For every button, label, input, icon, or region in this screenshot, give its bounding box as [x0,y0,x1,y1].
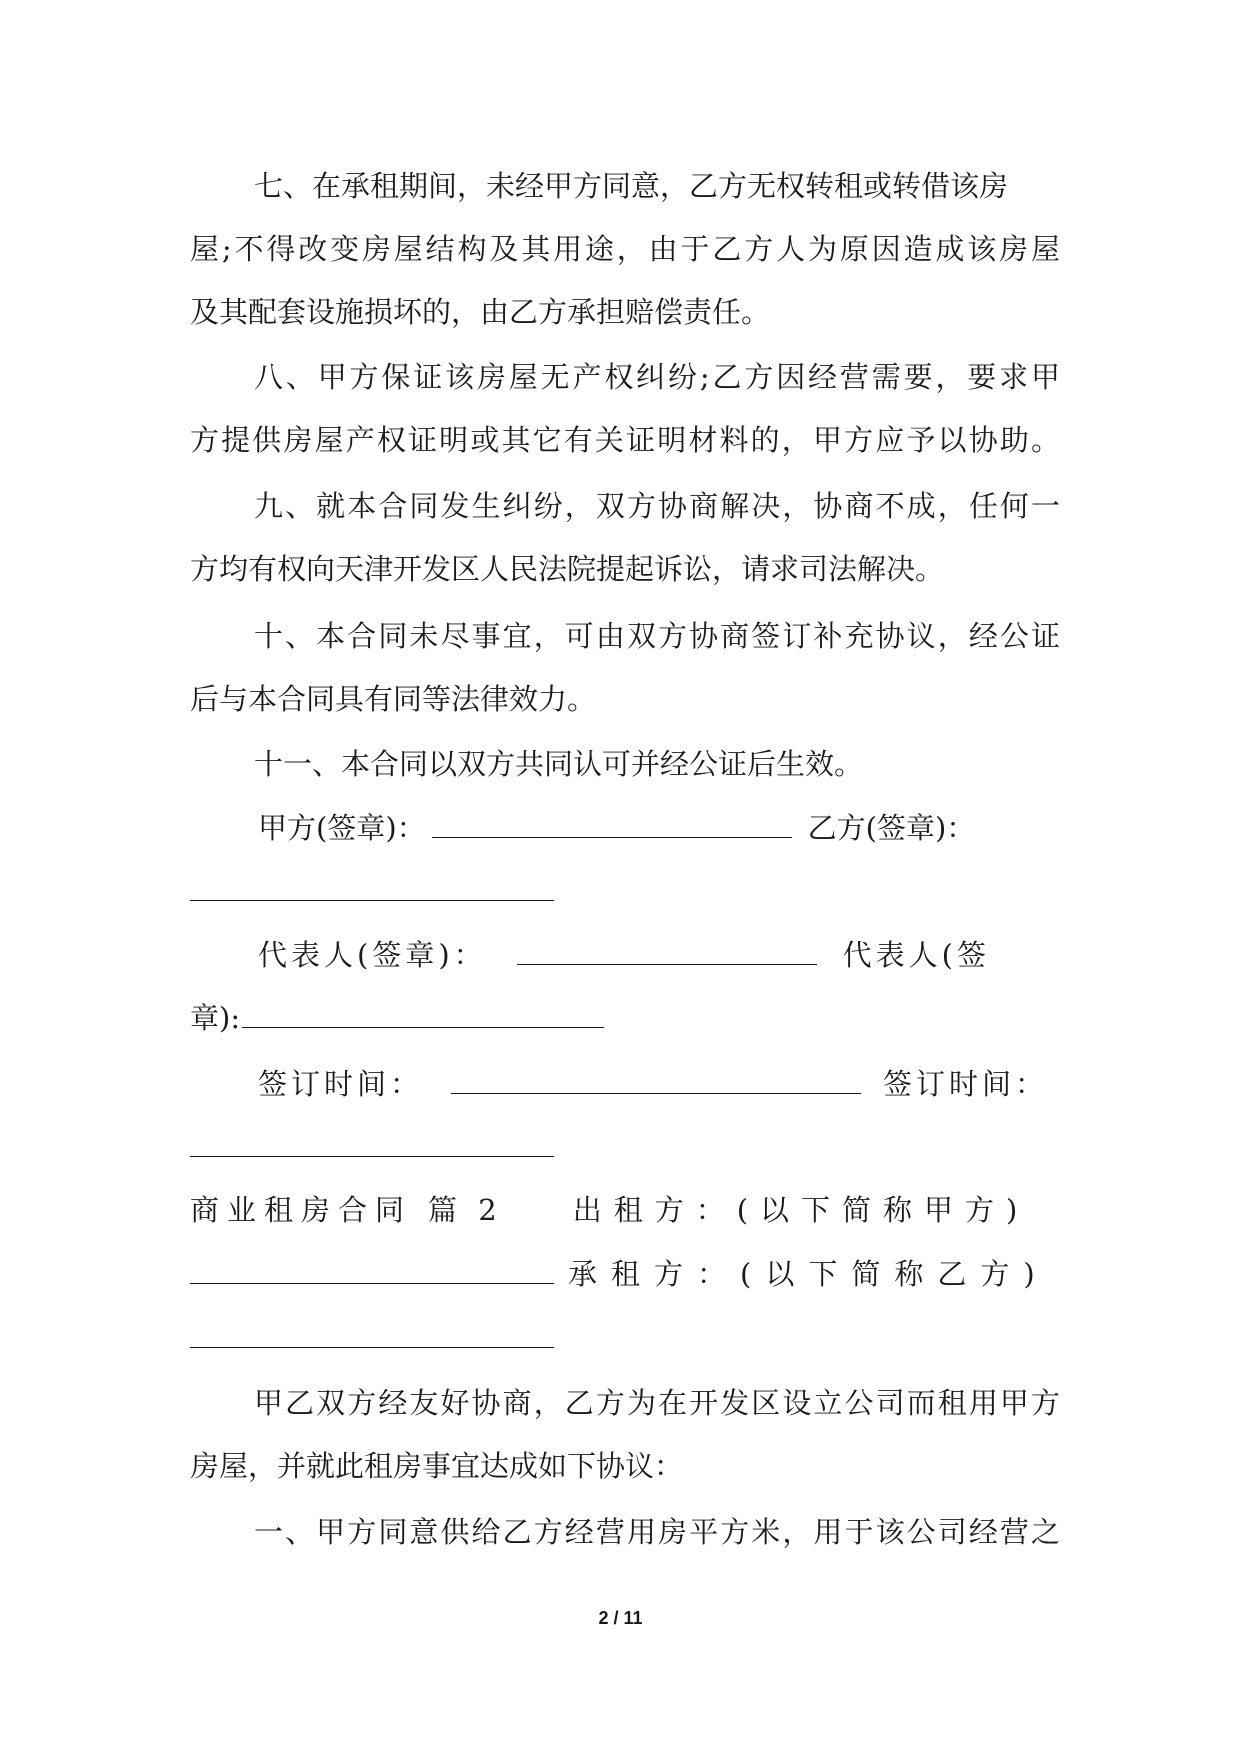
section-2-intro-line-2: 房屋，并就此租房事宜达成如下协议： [190,1449,684,1483]
clause-10-line-2: 后与本合同具有同等法律效力。 [190,682,597,716]
clause-8-line-2: 方提供房屋产权证明或其它有关证明材料的，甲方应予以协助。 [190,423,1060,457]
lessee-label: 承租方：(以下简称乙方) [568,1257,1049,1291]
date-b-label: 签订时间： [883,1067,1049,1101]
section-2-title: 商业租房合同 [190,1193,413,1227]
rep-a-label: 代表人(签章)： [258,938,487,972]
lessee-name-blank[interactable] [190,1347,554,1348]
signature-row-date [258,1064,1060,1104]
date-b-blank[interactable] [190,1156,554,1157]
date-a-label: 签订时间： [258,1067,424,1101]
rep-b-label-part2: 章): [190,1001,241,1035]
clause-11-line-1: 十一、本合同以双方共同认可并经公证后生效。 [254,747,864,781]
signature-row-representative-cont [190,998,670,1038]
party-a-label: 甲方(签章)： [258,811,426,845]
rep-a-signature-blank[interactable] [517,938,817,965]
section-2-clause-1-line-1: 一、甲方同意供给乙方经营用房平方米，用于该公司经营之 [254,1515,1060,1549]
party-b-signature-blank[interactable] [190,900,554,901]
signature-row-representative [258,935,1060,975]
date-a-blank[interactable] [451,1067,861,1094]
section-2-heading [190,1190,1060,1230]
lessor-name-blank[interactable] [190,1257,554,1284]
clause-9-line-1: 九、就本合同发生纠纷，双方协商解决，协商不成，任何一 [254,489,1060,523]
lessee-row [190,1254,1060,1294]
clause-10-line-1: 十、本合同未尽事宜，可由双方协商签订补充协议，经公证 [254,619,1060,653]
section-2-number: 篇 2 [428,1193,503,1227]
clause-8-line-1: 八、甲方保证该房屋无产权纠纷;乙方因经营需要，要求甲 [254,360,1060,394]
clause-7-line-2: 屋;不得改变房屋结构及其用途，由于乙方人为原因造成该房屋 [190,232,1060,266]
clause-7-line-1: 七、在承租期间，未经甲方同意，乙方无权转租或转借该房 [254,169,1009,203]
page-number: 2 / 11 [598,1608,643,1628]
clause-7-line-3: 及其配套设施损坏的，由乙方承担赔偿责任。 [190,295,771,329]
lessor-label: 出租方：(以下简称甲方) [572,1193,1030,1227]
section-2-intro-line-1: 甲乙双方经友好协商，乙方为在开发区设立公司而租用甲方 [254,1386,1060,1420]
party-a-signature-blank[interactable] [432,811,792,838]
party-b-label: 乙方(签章)： [807,811,976,845]
rep-b-label-part1: 代表人(签 [842,938,990,972]
signature-row-party [258,808,1060,848]
clause-9-line-2: 方均有权向天津开发区人民法院提起诉讼，请求司法解决。 [190,552,945,586]
rep-b-signature-blank[interactable] [242,1001,604,1028]
